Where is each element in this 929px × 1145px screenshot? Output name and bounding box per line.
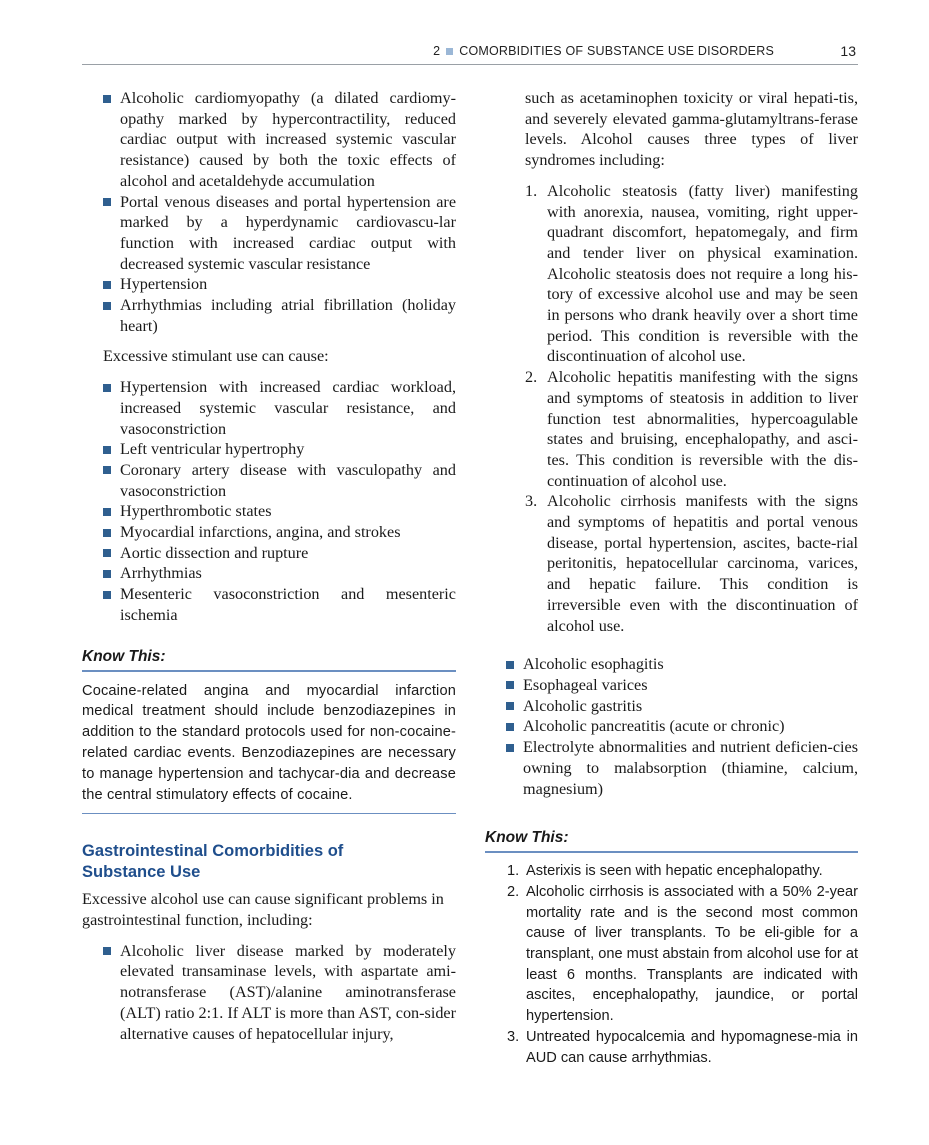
- list-item: Arrhythmias: [82, 563, 456, 584]
- square-bullet-icon: [103, 570, 111, 578]
- know-this-body: Cocaine-related angina and myocardial infarction medical treatment should include benzodiazepines in addition to the standard protocols used for non-cocaine-related cardiac events. Benzodiazepines are necessary to manage hypertension and tachycar-dia and decrease the central stimulatory effects of cocaine.: [82, 672, 456, 815]
- gi-list: [82, 941, 456, 1045]
- list-item: Portal venous diseases and portal hypertension are marked by a hyperdynamic cardiovascu-lar function with increased cardiac output with decreased systemic vascular resistance: [82, 192, 456, 275]
- list-item: Electrolyte abnormalities and nutrient deficien-cies owning to malabsorption (thiamine, calcium, magnesium): [485, 737, 858, 799]
- square-separator-icon: [446, 48, 453, 55]
- list-item: 2. Alcoholic hepatitis manifesting with the signs and symptoms of steatosis in addition to liver function test abnormalities, hypercoagulable states and bruising, encephalopathy, and asci-tes. This condition is reversible with the dis-continuation of alcohol use.: [525, 368, 858, 490]
- liver-syndromes-list: [485, 181, 858, 636]
- list-item: Alcoholic cardiomyopathy (a dilated cardiomy-opathy marked by hypercontractility, reduced cardiac output with increased systemic vascular resistance) caused by both the toxic effects of alcohol and acetaldehyde accumulation: [82, 88, 456, 192]
- square-bullet-icon: [506, 661, 514, 669]
- section-heading-line2: Substance Use: [82, 863, 201, 882]
- list-item: Arrhythmias including atrial fibrillation (holiday heart): [82, 295, 456, 336]
- square-bullet-icon: [103, 529, 111, 537]
- list-item: Hypertension: [82, 274, 456, 295]
- know-this-box-cocaine: [82, 648, 456, 815]
- list-item: Esophageal varices: [485, 675, 858, 696]
- square-bullet-icon: [103, 281, 111, 289]
- page-number: 13: [840, 43, 856, 59]
- list-item: Alcoholic gastritis: [485, 696, 858, 717]
- gi-more-list: [485, 654, 858, 799]
- list-item: Hyperthrombotic states: [82, 501, 456, 522]
- square-bullet-icon: [103, 446, 111, 454]
- right-column: [485, 88, 858, 1068]
- gi-intro: Excessive alcohol use can cause significant problems in gastrointestinal function, including:: [82, 890, 444, 930]
- alcohol-cardiac-list: [82, 88, 456, 336]
- chapter-number: 2: [433, 44, 441, 58]
- square-bullet-icon: [506, 723, 514, 731]
- know-this-box-liver: [485, 829, 858, 1068]
- chapter-title: COMORBIDITIES OF SUBSTANCE USE DISORDERS: [459, 44, 774, 58]
- square-bullet-icon: [103, 591, 111, 599]
- know-this-title: Know This:: [485, 829, 858, 853]
- square-bullet-icon: [103, 466, 111, 474]
- square-bullet-icon: [103, 384, 111, 392]
- list-item: 3. Alcoholic cirrhosis manifests with the signs and symptoms of hepatitis and portal venous disease, portal hypertension, ascites, bacte-rial peritonitis, hepatocellular carcinoma, varices, and hepatic failure. This condition is irreversible even with the discontinuation of alcohol use.: [525, 492, 858, 635]
- know-this-title: Know This:: [82, 648, 456, 672]
- list-item: Coronary artery disease with vasculopathy and vasoconstriction: [82, 460, 456, 501]
- square-bullet-icon: [103, 549, 111, 557]
- list-item: Alcoholic esophagitis: [485, 654, 858, 675]
- left-column: [82, 88, 456, 1044]
- stimulant-list: [82, 377, 456, 625]
- chapter-header: [433, 44, 774, 58]
- list-item: 2. Alcoholic cirrhosis is associated with a 50% 2-year mortality rate and is the second most common cause of liver transplants. To be eli-gible for a transplant, one must abstain from alcohol use for at least 6 months. Transplants are indicated with ascites, encephalopathy, jaundice, or portal hypertension.: [507, 883, 858, 1025]
- square-bullet-icon: [103, 947, 111, 955]
- square-bullet-icon: [103, 198, 111, 206]
- square-bullet-icon: [103, 95, 111, 103]
- list-item: Hypertension with increased cardiac workload, increased systemic vascular resistance, and vasoconstriction: [82, 377, 456, 439]
- gi-section-heading: [82, 841, 456, 883]
- list-item: 1. Alcoholic steatosis (fatty liver) manifesting with anorexia, nausea, vomiting, right upper-quadrant discomfort, hepatomegaly, and firm and tender liver on physical examination. Alcoholic steatosis does not require a long his-tory of excessive alcohol use and may be seen in persons who drank heavily over a short time period. This condition is reversible with the discontinuation of alcohol use.: [525, 181, 858, 366]
- square-bullet-icon: [506, 744, 514, 752]
- list-item: Alcoholic pancreatitis (acute or chronic): [485, 716, 858, 737]
- list-item: Alcoholic liver disease marked by moderately elevated transaminase levels, with aspartate ami-notransferase (AST)/alanine aminotransferase (ALT) ratio 2:1. If ALT is more than AST, con-sider alternative causes of hepatocellular injury,: [82, 941, 456, 1045]
- list-item: Aortic dissection and rupture: [82, 543, 456, 564]
- list-item: 3. Untreated hypocalcemia and hypomagnese-mia in AUD can cause arrhythmias.: [507, 1028, 858, 1066]
- running-header: [82, 44, 858, 65]
- list-item: Mesenteric vasoconstriction and mesenteric ischemia: [82, 584, 456, 625]
- list-item: Left ventricular hypertrophy: [82, 439, 456, 460]
- list-item: 1. Asterixis is seen with hepatic encephalopathy.: [507, 863, 823, 880]
- section-heading-line1: Gastrointestinal Comorbidities of: [82, 842, 344, 861]
- square-bullet-icon: [506, 681, 514, 689]
- continuation-paragraph: such as acetaminophen toxicity or viral hepati-tis, and severely elevated gamma-glutamyltrans-ferase levels. Alcohol causes three types of liver syndromes including:: [525, 89, 858, 170]
- square-bullet-icon: [506, 702, 514, 710]
- stimulant-intro: Excessive stimulant use can cause:: [103, 347, 329, 366]
- square-bullet-icon: [103, 508, 111, 516]
- know-this-list: [485, 853, 858, 1068]
- square-bullet-icon: [103, 302, 111, 310]
- list-item: Myocardial infarctions, angina, and strokes: [82, 522, 456, 543]
